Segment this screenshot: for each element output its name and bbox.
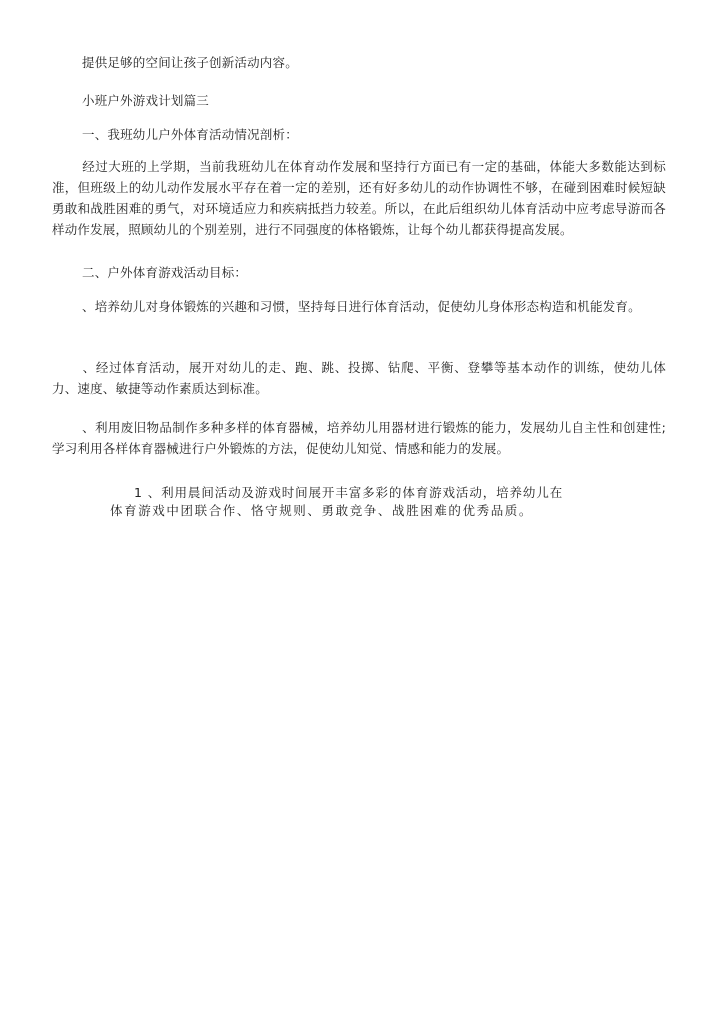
section1-heading: 一、我班幼儿户外体育活动情况剖析：	[82, 127, 298, 142]
section2-heading: 二、户外体育游戏活动目标：	[82, 265, 248, 280]
intro-line: 提供足够的空间让孩子创新活动内容。	[82, 55, 298, 70]
goal-item-3	[52, 417, 666, 459]
goal-item-3-text: 、利用废旧物品制作多种多样的体育器械，培养幼儿用器材进行锻炼的能力，发展幼儿自主性和创建性;学习利用各样体育器械进行户外锻炼的方法，促使幼儿知觉、情感和能力的发展。	[52, 420, 666, 456]
document-title: 小班户外游戏计划篇三	[82, 93, 210, 108]
section1-body	[52, 156, 666, 240]
activity-item-1-line2: 体育游戏中团联合作、恪守规则、勇敢竞争、战胜困难的优秀品质。	[110, 503, 534, 518]
activity-item-1-line1: 1 、利用晨间活动及游戏时间展开丰富多彩的体育游戏活动，培养幼儿在	[134, 485, 564, 500]
goal-item-2	[52, 357, 666, 399]
goal-item-1-text: 、培养幼儿对身体锻炼的兴趣和习惯，坚持每日进行体育活动，促使幼儿身体形态构造和机能发育。	[82, 299, 641, 314]
goal-item-2-text: 、经过体育活动，展开对幼儿的走、跑、跳、投掷、钻爬、平衡、登攀等基本动作的训练，使幼儿体力、速度、敏捷等动作素质达到标准。	[52, 360, 666, 396]
goal-item-1	[52, 296, 666, 317]
section1-body-text: 经过大班的上学期，当前我班幼儿在体育动作发展和坚持行方面已有一定的基础，体能大多数能达到标准，但班级上的幼儿动作发展水平存在着一定的差别，还有好多幼儿的动作协调性不够，在碰到困难时候短缺勇敢和战胜困难的勇气，对环境适应力和疾病抵挡力较差。所以，在此后组织幼儿体育活动中应考虑导游而各样动作发展，照顾幼儿的个别差别，进行不同强度的体格锻炼，让每个幼儿都获得提高发展。	[52, 159, 666, 237]
